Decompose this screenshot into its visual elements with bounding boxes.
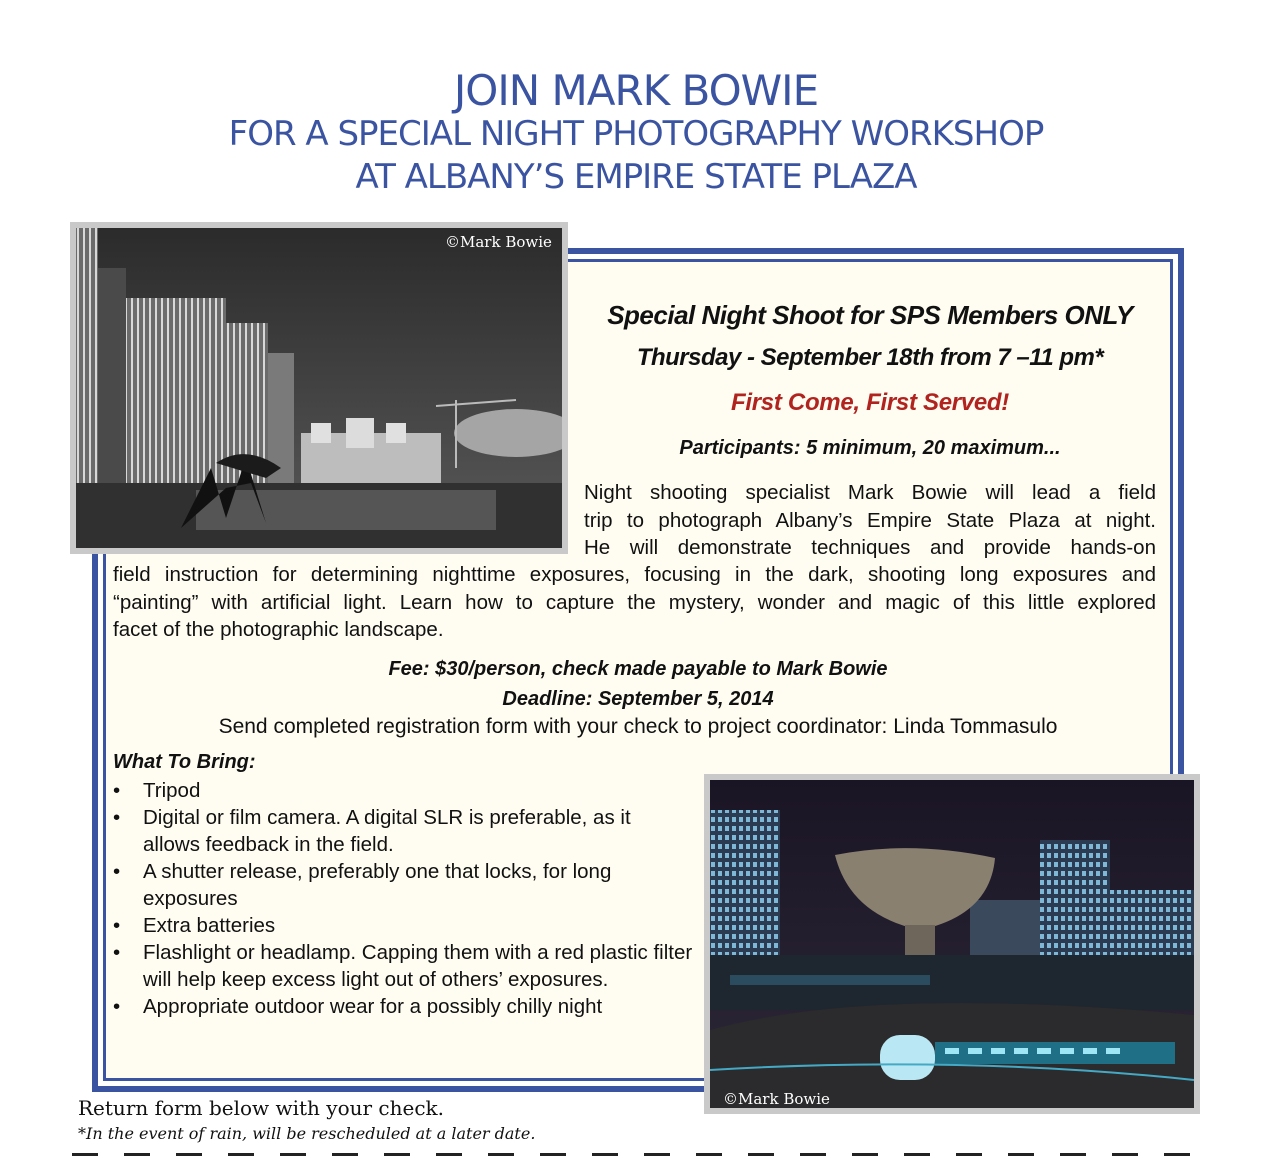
- list-item: • Appropriate outdoor wear for a possibly chilly night: [113, 993, 693, 1020]
- plaza-photo-bw-illustration: [76, 228, 562, 548]
- heading-line-3: AT ALBANY’S EMPIRE STATE PLAZA: [355, 157, 917, 197]
- event-subhead: Special Night Shoot for SPS Members ONLY: [607, 300, 1133, 330]
- event-date: Thursday - September 18th from 7 –11 pm*: [636, 344, 1104, 371]
- description-line: He will demonstrate techniques and provide hands-on: [584, 536, 1156, 559]
- deadline-text: Deadline: September 5, 2014: [502, 688, 774, 710]
- egg-photo-night-illustration: [710, 780, 1194, 1108]
- description-line: “painting” with artificial light. Learn how to capture the mystery, wonder and magic of this little explored: [113, 590, 1156, 614]
- description-line: Night shooting specialist Mark Bowie will lead a field: [584, 481, 1156, 504]
- description-line: trip to photograph Albany’s Empire State Plaza at night.: [584, 508, 1156, 532]
- egg-photo-night: [710, 780, 1194, 1108]
- plaza-photo-bw: [76, 228, 562, 548]
- what-to-bring-heading: What To Bring:: [113, 751, 256, 773]
- heading-line-1: JOIN MARK BOWIE: [453, 66, 819, 115]
- description-line: field instruction for determining nighttime exposures, focusing in the dark, shooting long exposures and: [113, 563, 1156, 586]
- heading-line-2: FOR A SPECIAL NIGHT PHOTOGRAPHY WORKSHOP: [228, 114, 1044, 154]
- send-instructions: Send completed registration form with your check to project coordinator: Linda Tommasulo: [218, 715, 1058, 738]
- description-top: [584, 479, 1156, 562]
- description-bottom: [113, 561, 1156, 644]
- photo-2-credit: ©Mark Bowie: [723, 1090, 830, 1108]
- participants-limit: Participants: 5 minimum, 20 maximum...: [679, 437, 1061, 459]
- rain-note: *In the event of rain, will be rescheduled at a later date.: [78, 1124, 536, 1143]
- photo-1-credit: ©Mark Bowie: [445, 233, 552, 251]
- list-item: • A shutter release, preferably one that locks, for long exposures: [113, 858, 693, 912]
- first-come-notice: First Come, First Served!: [731, 389, 1009, 416]
- what-to-bring-list: [113, 777, 693, 1020]
- list-item: • Extra batteries: [113, 912, 693, 939]
- return-form-text: Return form below with your check.: [78, 1096, 445, 1120]
- cut-line: [72, 1153, 1202, 1156]
- list-item: • Digital or film camera. A digital SLR is preferable, as it allows feedback in the field.: [113, 804, 693, 858]
- fee-text: Fee: $30/person, check made payable to Mark Bowie: [388, 658, 888, 680]
- list-item: • Flashlight or headlamp. Capping them with a red plastic filter will help keep excess light out of others’ exposures.: [113, 939, 693, 993]
- description-line: facet of the photographic landscape.: [113, 618, 444, 641]
- list-item: • Tripod: [113, 777, 693, 804]
